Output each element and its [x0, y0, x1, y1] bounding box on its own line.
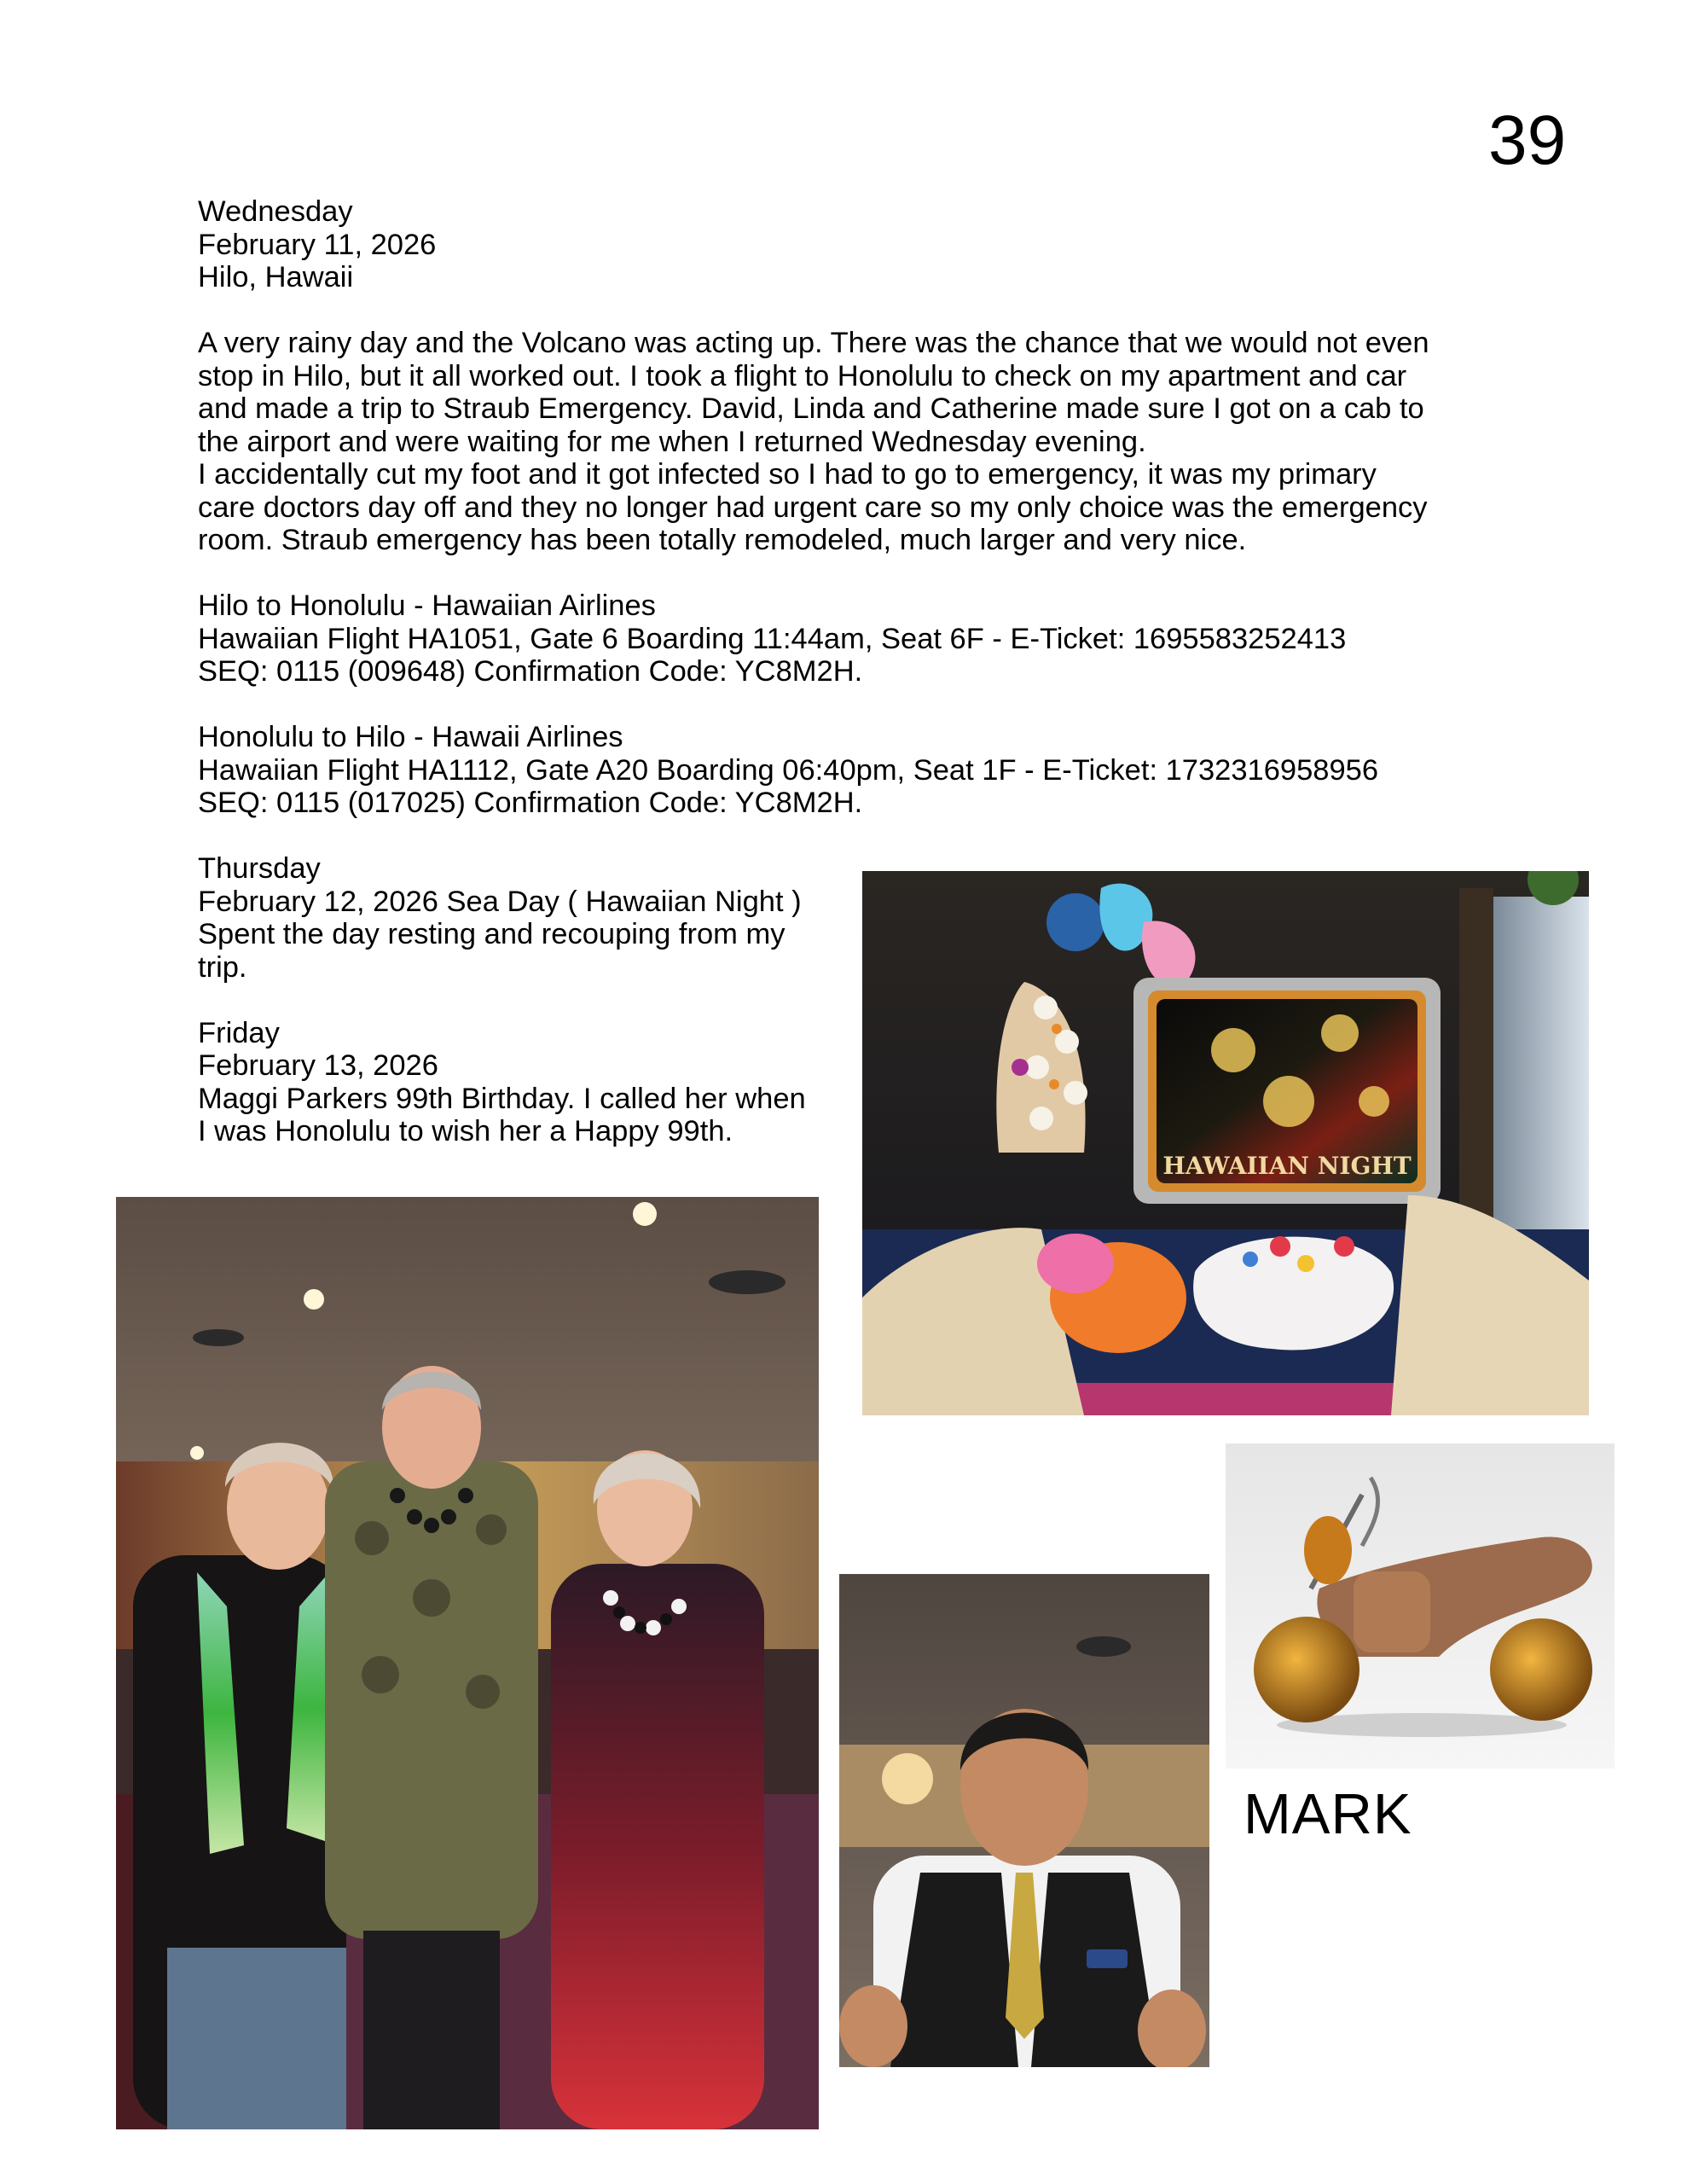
paragraph-line: A very rainy day and the Volcano was acting up. There was the chance that we would not even	[198, 327, 1429, 359]
entry-date: February 12, 2026 Sea Day ( Hawaiian Night )	[198, 885, 802, 918]
group-photo-three-people	[116, 1197, 819, 2129]
flight-back-seq: SEQ: 0115 (017025) Confirmation Code: YC8M2H.	[198, 787, 863, 819]
entry-date: February 11, 2026	[198, 228, 437, 261]
entry-date: February 13, 2026	[198, 1049, 438, 1082]
paragraph-line: stop in Hilo, but it all worked out. I took a flight to Honolulu to check on my apartment and car	[198, 359, 1407, 392]
entry-line: trip.	[198, 950, 247, 984]
entry-day: Thursday	[198, 852, 321, 885]
paragraph-line: the airport and were waiting for me when I returned Wednesday evening.	[198, 425, 1146, 458]
paragraph-line: room. Straub emergency has been totally remodeled, much larger and very nice.	[198, 524, 1247, 556]
hawaiian-night-sign-text: HAWAIIAN NIGHT	[1162, 1152, 1412, 1180]
entry-line: I was Honolulu to wish her a Happy 99th.	[198, 1115, 733, 1147]
cork-motorcycle-sculpture-photo	[1226, 1443, 1615, 1769]
photo-caption: MARK	[1244, 1782, 1412, 1846]
entry-place: Hilo, Hawaii	[198, 261, 354, 293]
paragraph-line: and made a trip to Straub Emergency. David, Linda and Catherine made sure I got on a cab to	[198, 392, 1424, 425]
flight-back-route: Honolulu to Hilo - Hawaii Airlines	[198, 721, 623, 753]
page-number: 39	[1488, 102, 1567, 179]
flight-out-details: Hawaiian Flight HA1051, Gate 6 Boarding 11:44am, Seat 6F - E-Ticket: 1695583252413	[198, 622, 1347, 655]
paragraph-line: I accidentally cut my foot and it got infected so I had to go to emergency, it was my primary	[198, 458, 1377, 491]
entry-line: Spent the day resting and recouping from my	[198, 918, 786, 950]
entry-day: Friday	[198, 1016, 280, 1049]
paragraph-line: care doctors day off and they no longer had urgent care so my only choice was the emergency	[198, 491, 1428, 524]
flight-out-route: Hilo to Honolulu - Hawaiian Airlines	[198, 590, 656, 622]
entry-day: Wednesday	[198, 195, 353, 228]
hawaiian-night-display-photo	[862, 871, 1589, 1415]
entry-line: Maggi Parkers 99th Birthday. I called her when	[198, 1082, 806, 1115]
flight-out-seq: SEQ: 0115 (009648) Confirmation Code: YC8M2H.	[198, 655, 863, 688]
flight-back-details: Hawaiian Flight HA1112, Gate A20 Boarding 06:40pm, Seat 1F - E-Ticket: 1732316958956	[198, 753, 1379, 787]
waiter-portrait-photo	[839, 1574, 1209, 2067]
